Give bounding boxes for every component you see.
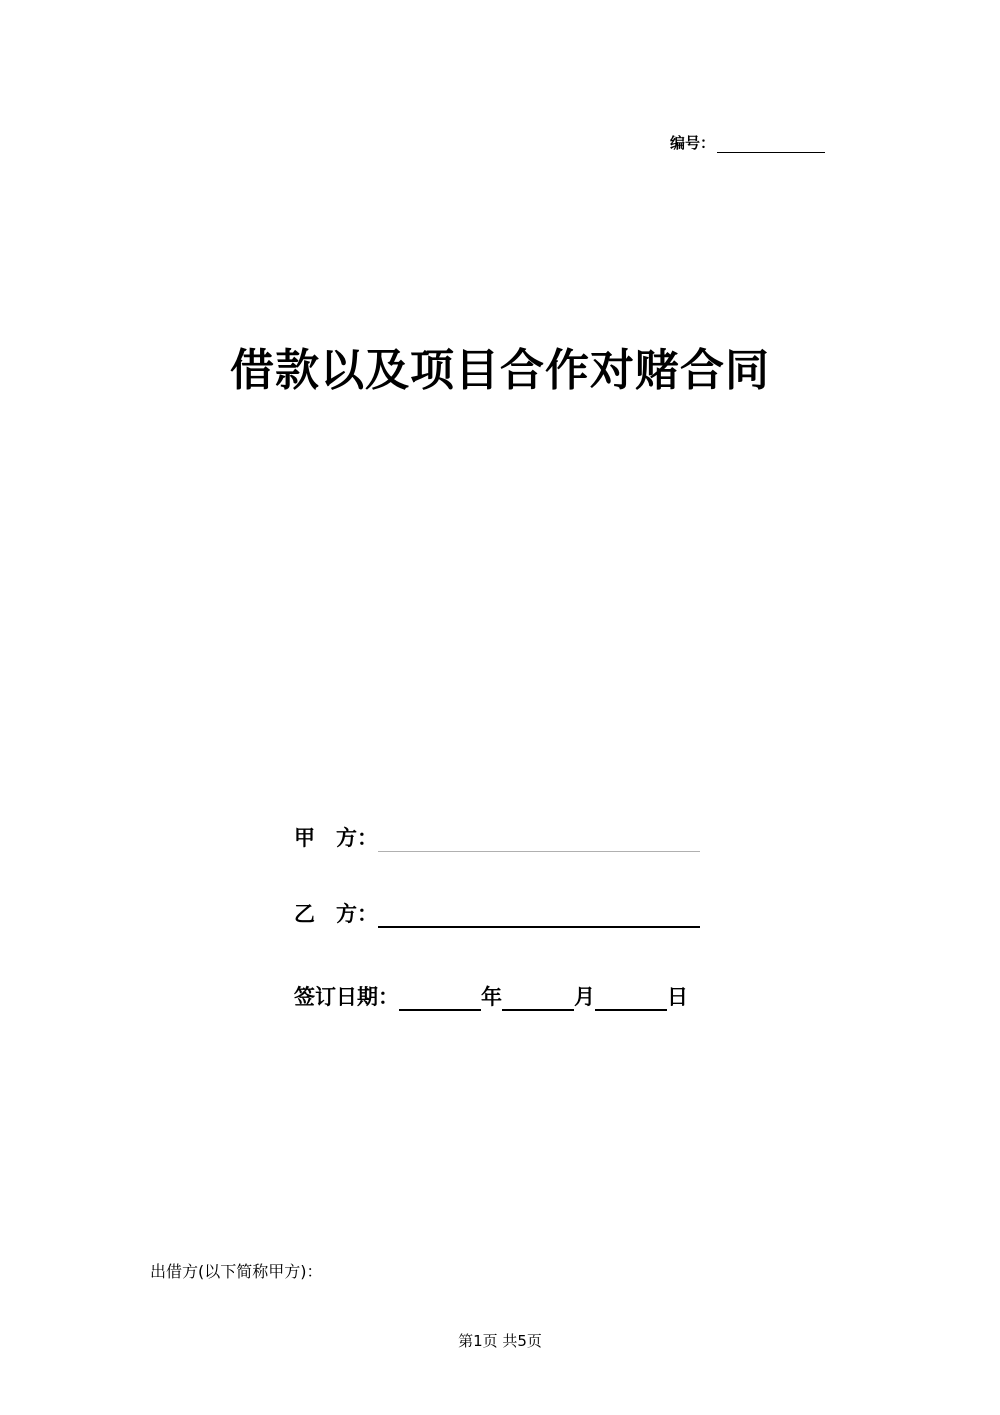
year-label: 年 — [481, 985, 502, 1009]
party-b-label: 乙 方： — [294, 902, 378, 926]
lender-line: 出借方(以下简称甲方)： — [150, 1262, 323, 1281]
sign-day-blank[interactable] — [595, 983, 667, 1011]
month-label: 月 — [574, 985, 595, 1009]
page-footer: 第1页 共5页 — [458, 1332, 542, 1350]
sign-date-label: 签订日期： — [294, 985, 399, 1009]
party-b-field — [294, 898, 700, 928]
document-number-label: 编号： — [670, 134, 716, 152]
sign-year-blank[interactable] — [399, 983, 481, 1011]
party-a-label: 甲 方： — [294, 826, 378, 850]
party-a-field — [294, 822, 700, 852]
party-a-blank[interactable] — [378, 825, 700, 852]
party-b-blank[interactable] — [378, 900, 700, 928]
sign-date-field — [294, 981, 688, 1011]
page-title: 借款以及项目合作对赌合同 — [230, 345, 770, 396]
document-number-blank[interactable] — [717, 134, 825, 153]
document-number — [670, 132, 825, 153]
day-label: 日 — [667, 985, 688, 1009]
sign-month-blank[interactable] — [502, 983, 574, 1011]
